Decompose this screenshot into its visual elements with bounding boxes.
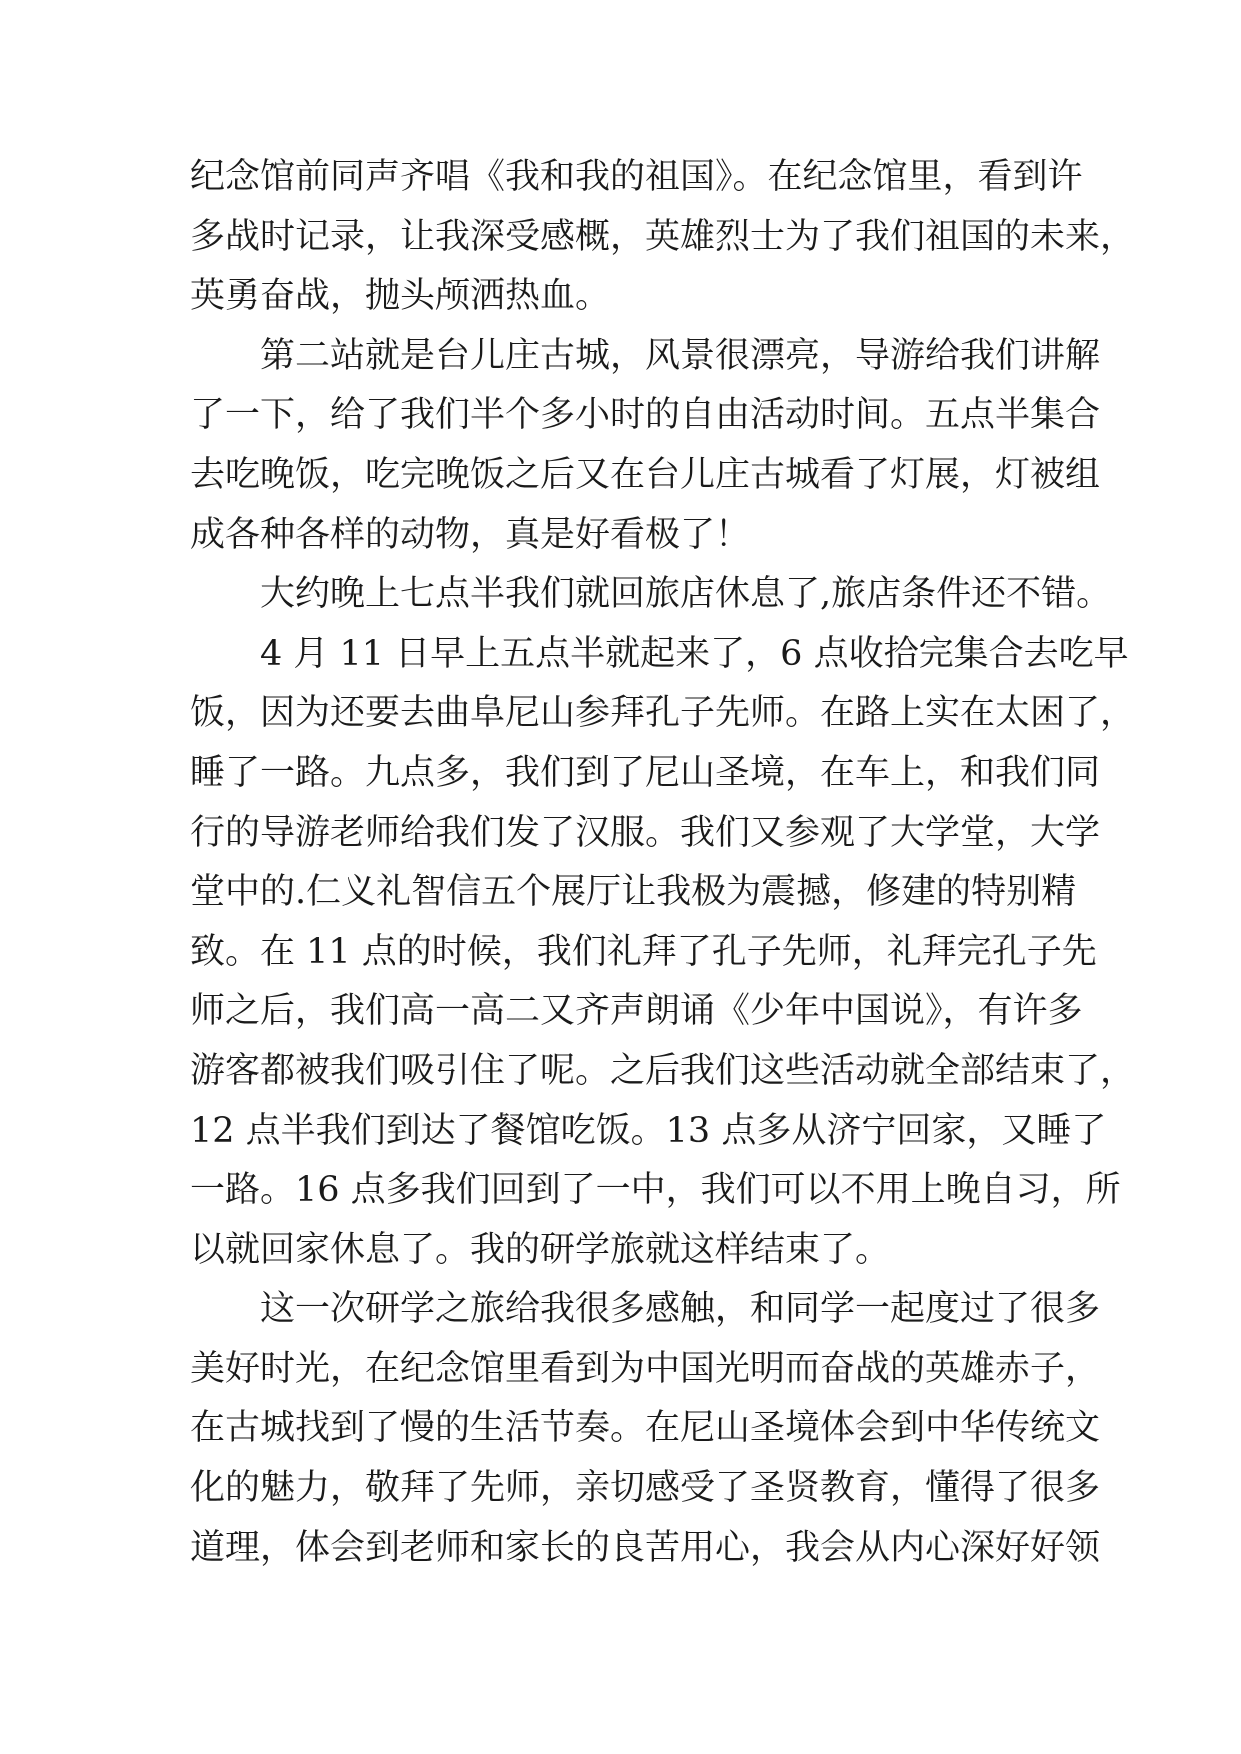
text-line: 师之后，我们高一高二又齐声朗诵《少年中国说》，有许多 [190,991,1083,1032]
text-line: 这一次研学之旅给我很多感触，和同学一起度过了很多 [260,1289,1101,1330]
text-line: 化的魅力，敬拜了先师，亲切感受了圣贤教育，懂得了很多 [190,1468,1101,1509]
text-line: 12 点半我们到达了餐馆吃饭。13 点多从济宁回家，又睡了 [190,1110,1107,1151]
text-line: 游客都被我们吸引住了呢。之后我们这些活动就全部结束了， [190,1050,1136,1091]
text-line: 饭，因为还要去曲阜尼山参拜孔子先师。在路上实在太困了， [190,693,1136,734]
text-line: 在古城找到了慢的生活节奏。在尼山圣境体会到中华传统文 [190,1408,1101,1449]
text-line: 致。在 11 点的时候，我们礼拜了孔子先师，礼拜完孔子先 [190,931,1097,972]
text-line: 行的导游老师给我们发了汉服。我们又参观了大学堂，大学 [190,812,1101,853]
text-line: 第二站就是台儿庄古城，风景很漂亮，导游给我们讲解 [260,335,1101,376]
text-line: 堂中的.仁义礼智信五个展厅让我极为震撼，修建的特别精 [190,872,1077,913]
text-line: 4 月 11 日早上五点半就起来了，6 点收拾完集合去吃早 [260,633,1129,674]
text-line: 去吃晚饭，吃完晚饭之后又在台儿庄古城看了灯展，灯被组 [190,454,1101,495]
text-line: 睡了一路。九点多，我们到了尼山圣境，在车上，和我们同 [190,752,1101,793]
text-line: 英勇奋战，抛头颅洒热血。 [190,276,611,317]
text-line: 成各种各样的动物，真是好看极了！ [190,514,751,555]
text-line: 美好时光，在纪念馆里看到为中国光明而奋战的英雄赤子， [190,1348,1101,1389]
text-line: 了一下，给了我们半个多小时的自由活动时间。五点半集合 [190,395,1101,436]
text-line: 多战时记录，让我深受感概，英雄烈士为了我们祖国的未来， [190,216,1136,257]
text-line: 纪念馆前同声齐唱《我和我的祖国》。在纪念馆里，看到许 [190,157,1083,197]
text-line: 以就回家休息了。我的研学旅就这样结束了。 [190,1229,891,1270]
text-line: 大约晚上七点半我们就回旅店休息了,旅店条件还不错。 [260,574,1112,615]
document-body-text [190,148,1136,1578]
text-line: 道理，体会到老师和家长的良苦用心，我会从内心深好好领 [190,1527,1101,1568]
text-line: 一路。16 点多我们回到了一中，我们可以不用上晚自习，所 [190,1170,1121,1211]
